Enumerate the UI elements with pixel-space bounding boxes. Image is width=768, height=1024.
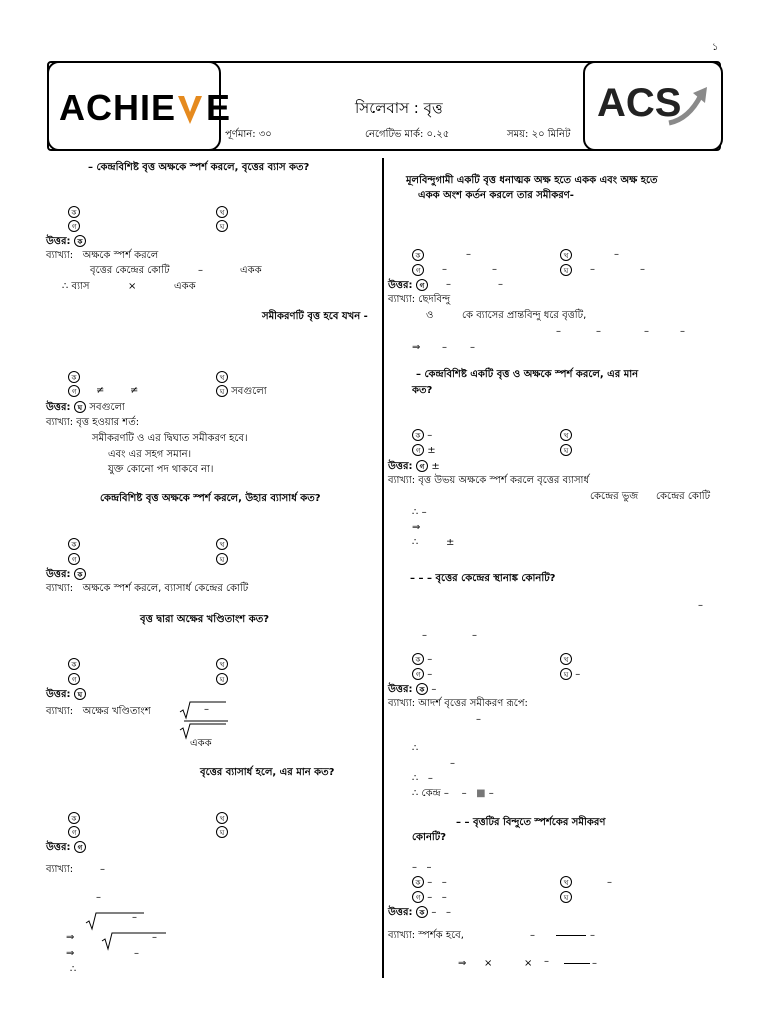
q6-exp-dash6: – <box>470 342 475 353</box>
q7-option-ga[interactable]: গ ± <box>412 444 436 457</box>
syllabus-title: সিলেবাস : বৃত্ত <box>355 99 443 117</box>
acs-logo-text: ACS <box>597 81 682 125</box>
q5-exp-arrow2: ⇒ <box>66 948 75 959</box>
q3-option-ga[interactable]: গ <box>68 553 80 566</box>
logo-text-b: E <box>206 87 232 128</box>
q3-option-gha[interactable]: ঘ <box>216 553 228 566</box>
q8-option-ga[interactable]: গ – <box>412 668 432 681</box>
acs-logo <box>583 61 723 151</box>
q6-ka-dash: – <box>466 249 471 260</box>
q2-exp-line3: এবং এর সহগ সমান। <box>108 449 192 460</box>
q9-exp-times1: × <box>484 958 493 969</box>
q9-exp-arrow: ⇒ <box>458 958 467 969</box>
q9-question-l2: কোনটি? <box>412 832 447 843</box>
q3-question: কেন্দ্রবিশিষ্ট বৃত্ত অক্ষকে স্পর্শ করলে, উহার ব্যাসার্ধ কত? <box>100 493 321 504</box>
q6-explanation: ব্যাখ্যা: ছেদবিন্দু <box>388 294 451 305</box>
q4-exp-dash: – <box>204 704 209 715</box>
q9-answer: উত্তর: ক – – <box>388 907 451 918</box>
q7-question-l2: কত? <box>412 385 433 396</box>
q1-option-kha[interactable]: খ <box>216 206 228 219</box>
q1-exp-unit: একক <box>240 265 262 276</box>
q2-option-gha[interactable]: ঘ সবগুলো <box>216 385 267 398</box>
q6-option-gha[interactable]: ঘ <box>560 264 572 277</box>
q2-explanation: ব্যাখ্যা: বৃত্ত হওয়ার শর্ত: <box>46 417 140 428</box>
q6-ga-dash1: – <box>442 264 447 275</box>
q6-exp-arrow: ⇒ <box>412 342 421 353</box>
q9-exp-times2: × <box>524 958 533 969</box>
q5-exp-arrow1: ⇒ <box>66 932 75 943</box>
q8-exp-therefore1: ∴ <box>412 743 419 754</box>
q5-question: বৃত্তের ব্যাসার্ধ হলে, এর মান কত? <box>200 767 335 778</box>
q6-question-l1: মূলবিন্দুগামী একটি বৃত্ত ধনাত্মক অক্ষ হতে একক এবং অক্ষ হতে <box>406 175 658 186</box>
q8-option-ka[interactable]: ক – <box>412 653 432 666</box>
q5-sqrt-icon <box>84 911 174 951</box>
q5-exp-dash5: – <box>134 948 139 959</box>
achieve-logo <box>47 61 232 151</box>
q9-exp-fraction-bar <box>556 935 586 936</box>
q8-exp-therefore2: ∴ – <box>412 773 433 784</box>
q8-option-kha[interactable]: খ <box>560 653 572 666</box>
q2-option-kha[interactable]: খ <box>216 371 228 384</box>
q9-exp-pre: – – <box>412 862 432 873</box>
exam-time: সময়: ২০ মিনিট <box>507 129 571 140</box>
q4-option-ka[interactable]: ক <box>68 658 80 671</box>
q5-option-ka[interactable]: ক <box>68 812 80 825</box>
column-divider <box>382 158 384 978</box>
q7-explanation: ব্যাখ্যা: বৃত্ত উভয় অক্ষকে স্পর্শ করলে বৃত্তের ব্যাসার্ধ <box>388 475 590 486</box>
q4-option-ga[interactable]: গ <box>68 673 80 686</box>
q8-option-gha[interactable]: ঘ – <box>560 668 580 681</box>
q5-option-kha[interactable]: খ <box>216 812 228 825</box>
q9-option-gha[interactable]: ঘ <box>560 891 572 904</box>
q6-kha-dash: – <box>614 249 619 260</box>
q6-ans-dash2: – <box>498 279 503 290</box>
q7-exp-therefore2: ∴ <box>412 537 419 548</box>
q7-exp-ordinate: কেন্দ্রের কোটি <box>656 491 711 502</box>
q7-answer: উত্তর: গ ± <box>388 461 440 472</box>
q6-answer: উত্তর: গ <box>388 279 428 292</box>
q1-option-ka[interactable]: ক <box>68 206 80 219</box>
q8-question: – – – বৃত্তের কেন্দ্রের স্থানাঙ্ক কোনটি? <box>410 573 556 584</box>
q5-exp-dash3: – <box>132 912 137 923</box>
q6-exp-dash1: – <box>556 326 561 337</box>
q9-exp-dash4: – <box>592 958 597 969</box>
q9-exp-fraction-bar2 <box>564 963 590 964</box>
q2-exp-line4: যুক্ত কোনো পদ থাকবে না। <box>108 464 214 475</box>
q5-option-ga[interactable]: গ <box>68 826 80 839</box>
q5-option-gha[interactable]: ঘ <box>216 826 228 839</box>
q9-option-ka[interactable]: ক – – <box>412 876 447 889</box>
q9-explanation: ব্যাখ্যা: স্পর্শক হবে, <box>388 930 464 941</box>
q1-exp-line3: ∴ ব্যাস <box>62 281 90 292</box>
q5-exp-dash2: – <box>96 892 101 903</box>
q4-option-kha[interactable]: খ <box>216 658 228 671</box>
q9-exp-dash3: – <box>544 956 549 967</box>
q5-exp-dash4: – <box>152 932 157 943</box>
q1-option-gha[interactable]: ঘ <box>216 220 228 233</box>
q8-dash2: – <box>422 630 427 641</box>
q2-option-ga-neq2: ≠ <box>130 385 139 396</box>
q8-explanation: ব্যাখ্যা: আদর্শ বৃত্তের সমীকরণ রূপে: <box>388 698 528 709</box>
square-icon: ■ <box>476 788 486 799</box>
q7-exp-therefore1: ∴ – <box>412 507 427 518</box>
q8-exp-dash: – <box>476 714 481 725</box>
q5-exp-therefore: ∴ <box>70 964 77 975</box>
q3-explanation: ব্যাখ্যা: অক্ষকে স্পর্শ করলে, ব্যাসার্ধ কেন্দ্রের কোটি <box>46 583 249 594</box>
q2-option-ga[interactable]: গ <box>68 385 80 398</box>
q8-answer: উত্তর: ক – <box>388 684 437 695</box>
arrow-up-icon <box>665 85 711 127</box>
q9-question-l1: – – বৃত্তটির বিন্দুতে স্পর্শকের সমীকরণ <box>456 817 606 828</box>
q6-option-ka[interactable]: ক <box>412 249 424 262</box>
q1-option-ga[interactable]: গ <box>68 220 80 233</box>
q9-exp-dash2: – <box>590 930 595 941</box>
q6-gha-dash1: – <box>590 264 595 275</box>
q7-exp-arrow: ⇒ <box>412 522 421 533</box>
q1-exp-dash: – <box>198 265 203 276</box>
q4-exp-unit: একক <box>190 738 212 749</box>
q6-question-l2: একক অংশ কর্তন করলে তার সমীকরণ- <box>418 190 574 201</box>
q1-exp-line2: বৃত্তের কেন্দ্রের কোটি <box>90 265 170 276</box>
q6-exp-dash5: – <box>442 342 447 353</box>
q6-ans-dash1: – <box>446 279 451 290</box>
q1-exp-times: × <box>128 281 137 292</box>
q1-question: – কেন্দ্রবিশিষ্ট বৃত্ত অক্ষকে স্পর্শ করলে, বৃত্তের ব্যাস কত? <box>88 162 310 173</box>
q6-option-kha[interactable]: খ <box>560 249 572 262</box>
q2-question: সমীকরণটি বৃত্ত হবে যখন - <box>262 311 368 322</box>
q7-option-kha[interactable]: খ <box>560 429 572 442</box>
q2-answer: উত্তর: ঘ সবগুলো <box>46 402 125 413</box>
q9-option-ga[interactable]: গ – – <box>412 891 447 904</box>
q8-exp-center: ∴ কেন্দ্র – – ■ – <box>412 788 494 799</box>
q4-answer: উত্তর: ঘ <box>46 688 86 701</box>
q1-answer: উত্তর: ক <box>46 235 86 248</box>
q4-explanation: ব্যাখ্যা: অক্ষের খণ্ডিতাংশ <box>46 706 151 717</box>
q6-exp-line2: কে ব্যাসের প্রান্তবিন্দু ধরে বৃত্তটি, <box>462 310 587 321</box>
q1-explanation: ব্যাখ্যা: অক্ষকে স্পর্শ করলে <box>46 250 159 261</box>
page-number: ১ <box>712 42 719 53</box>
q2-option-ka[interactable]: ক <box>68 371 80 384</box>
q3-answer: উত্তর: ক <box>46 568 86 581</box>
q8-dash1: – <box>698 600 703 611</box>
q4-option-gha[interactable]: ঘ <box>216 673 228 686</box>
full-marks: পূর্ণমান: ৩০ <box>225 129 272 140</box>
q6-ga-dash2: – <box>492 264 497 275</box>
q5-explanation: ব্যাখ্যা: <box>46 864 74 875</box>
q6-option-ga[interactable]: গ <box>412 264 424 277</box>
q5-answer: উত্তর: গ <box>46 841 86 854</box>
q7-option-gha[interactable]: ঘ <box>560 444 572 457</box>
q4-question: বৃত্ত দ্বারা অক্ষের খণ্ডিতাংশ কত? <box>140 614 269 625</box>
q3-option-ka[interactable]: ক <box>68 538 80 551</box>
q6-exp-dash3: – <box>644 326 649 337</box>
negative-marks: নেগেটিভ মার্ক: ০.২৫ <box>365 129 450 140</box>
q7-question-l1: – কেন্দ্রবিশিষ্ট একটি বৃত্ত ও অক্ষকে স্পর্শ করলে, এর মান <box>416 369 639 380</box>
q7-exp-abscissa: কেন্দ্রের ভুজ <box>590 491 639 502</box>
q7-option-ka[interactable]: ক – <box>412 429 432 442</box>
q8-exp-dash2: – <box>450 758 455 769</box>
q1-exp-unit2: একক <box>174 281 196 292</box>
q9-exp-dash1: – <box>530 930 535 941</box>
header <box>47 61 721 151</box>
q6-exp-dash2: – <box>596 326 601 337</box>
q6-exp-and: ও <box>426 310 434 321</box>
q2-exp-line2: সমীকরণটি ও এর দ্বিঘাত সমীকরণ হবে। <box>92 433 248 444</box>
q9-option-kha[interactable]: খ – <box>560 876 612 889</box>
q6-gha-dash2: – <box>640 264 645 275</box>
q7-exp-pm: ± <box>446 537 455 548</box>
logo-text-a: ACHIE <box>59 87 177 128</box>
q2-option-ga-neq1: ≠ <box>96 385 105 396</box>
q8-dash3: – <box>472 630 477 641</box>
q6-exp-dash4: – <box>680 326 685 337</box>
q3-option-kha[interactable]: খ <box>216 538 228 551</box>
q5-exp-dash1: – <box>100 864 105 875</box>
